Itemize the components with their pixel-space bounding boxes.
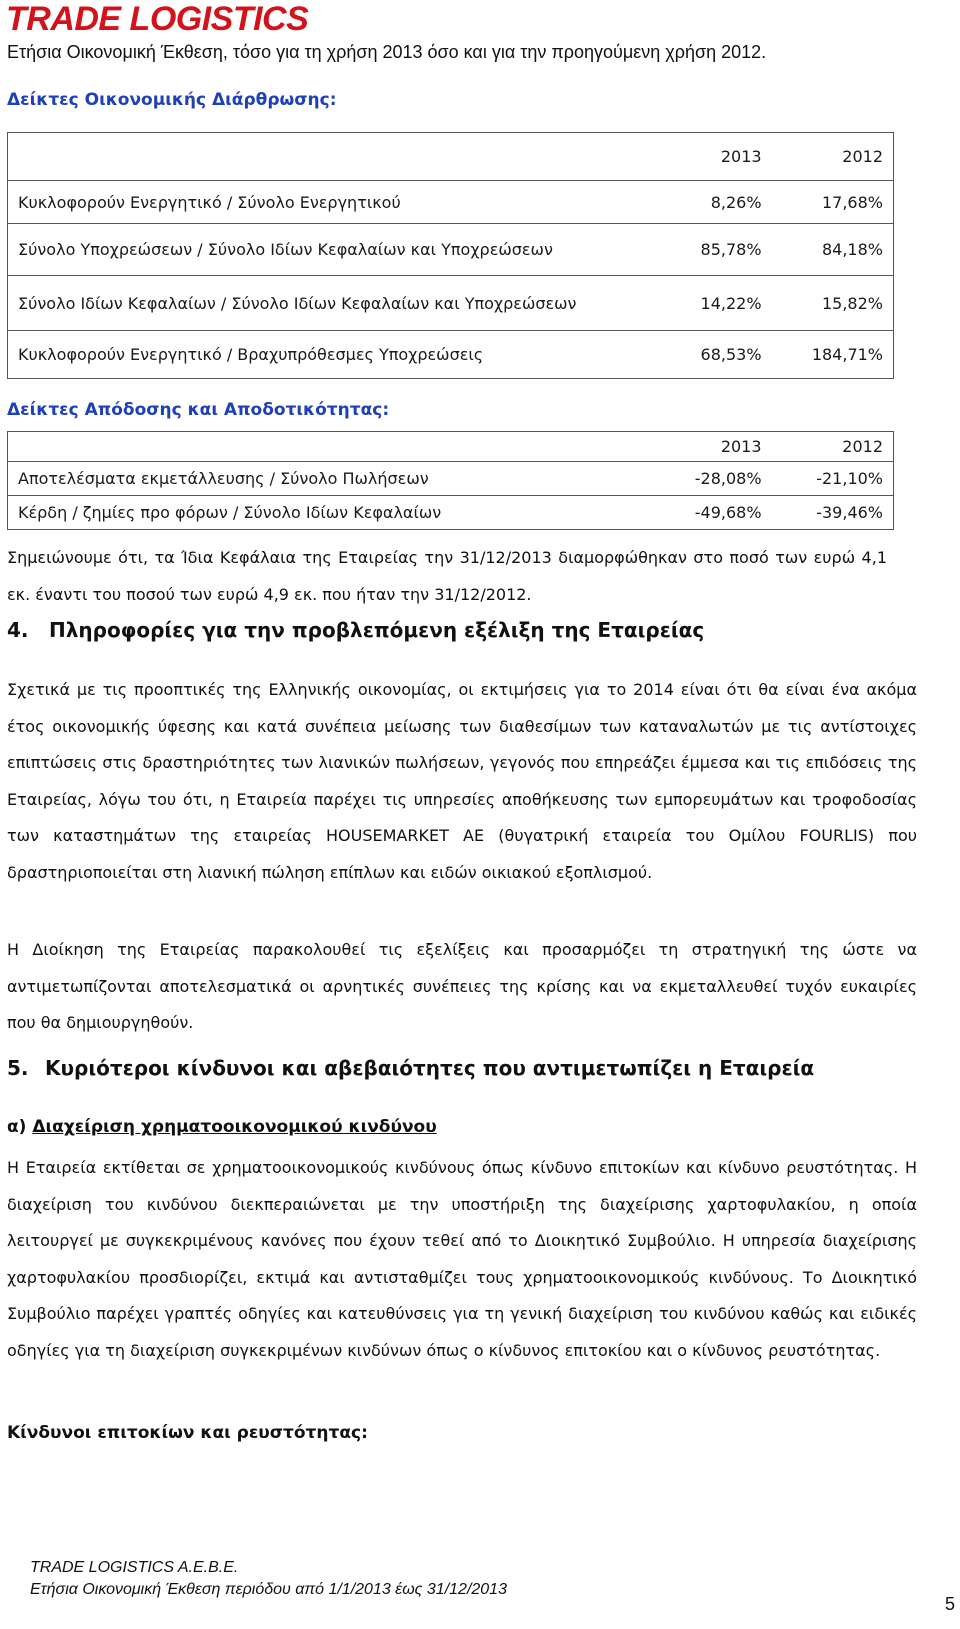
subsection-label: α) [7, 1117, 27, 1137]
value-2013: 8,26% [649, 181, 772, 224]
section-number: 4. [7, 618, 29, 642]
value-2012: 84,18% [772, 224, 894, 276]
table-row [8, 276, 894, 331]
value-2012: 184,71% [772, 331, 894, 379]
table-row [8, 331, 894, 379]
year-col-2012: 2012 [772, 133, 894, 181]
value-2013: -49,68% [649, 496, 772, 530]
section-number: 5. [7, 1056, 29, 1080]
table-row [8, 181, 894, 224]
equity-note: Σημειώνουμε ότι, τα Ίδια Κεφάλαια της Εταιρείας την 31/12/2013 διαμορφώθηκαν στο ποσό των ευρώ 4,1 εκ. έναντι του ποσού των ευρώ 4,9 εκ. που ήταν την 31/12/2012. [7, 548, 887, 604]
value-2012: -21,10% [772, 462, 894, 496]
performance-heading: Δείκτες Απόδοσης και Αποδοτικότητας: [7, 400, 390, 420]
row-label: Κυκλοφορούν Ενεργητικό / Βραχυπρόθεσμες Υποχρεώσεις [8, 331, 649, 379]
value-2013: 14,22% [649, 276, 772, 331]
table-row [8, 462, 894, 496]
row-label: Σύνολο Υποχρεώσεων / Σύνολο Ιδίων Κεφαλαίων και Υποχρεώσεων [8, 224, 649, 276]
row-label: Αποτελέσματα εκμετάλλευσης / Σύνολο Πωλήσεων [8, 462, 649, 496]
value-2013: 68,53% [649, 331, 772, 379]
footer-company: TRADE LOGISTICS A.E.B.E. [30, 1559, 239, 1576]
page-number: 5 [944, 1594, 955, 1614]
structure-heading: Δείκτες Οικονομικής Διάρθρωσης: [7, 90, 337, 110]
subsection-a-heading [7, 1117, 437, 1137]
row-label: Σύνολο Ιδίων Κεφαλαίων / Σύνολο Ιδίων Κεφαλαίων και Υποχρεώσεων [8, 276, 649, 331]
section-title: Κυριότεροι κίνδυνοι και αβεβαιότητες που αντιμετωπίζει η Εταιρεία [45, 1056, 815, 1080]
value-2012: 15,82% [772, 276, 894, 331]
subsection-title: Διαχείριση χρηματοοικονομικού κινδύνου [32, 1117, 437, 1137]
table-header-row [8, 133, 894, 181]
report-subtitle: Ετήσια Οικονομική Έκθεση, τόσο για τη χρήση 2013 όσο και για την προηγούμενη χρήση 2012. [7, 42, 767, 62]
section-title: Πληροφορίες για την προβλεπόμενη εξέλιξη της Εταιρείας [49, 618, 705, 642]
section-4-paragraph-2: Η Διοίκηση της Εταιρείας παρακολουθεί τις εξελίξεις και προσαρμόζει τη στρατηγική της ώστε να αντιμετωπίζονται αποτελεσματικά οι αρνητικές συνέπειες της κρίσης και να εκμεταλλευθεί τυχόν ευκαιρίες που θα δημιουργηθούν. [7, 940, 917, 1032]
value-2012: -39,46% [772, 496, 894, 530]
footer-period: Ετήσια Οικονομική Έκθεση περιόδου από 1/1/2013 έως 31/12/2013 [30, 1581, 507, 1598]
value-2012: 17,68% [772, 181, 894, 224]
section-4-paragraph-1: Σχετικά με τις προοπτικές της Ελληνικής οικονομίας, οι εκτιμήσεις για το 2014 είναι ότι θα είναι ένα ακόμα έτος οικονομικής ύφεσης και κατά συνέπεια μείωσης των διαθεσίμων των καταναλωτών με τις αντίστοιχες επιπτώσεις στις δραστηριότητες των λιανικών πωλήσεων, γεγονός που επηρεάζει έμμεσα και τις επιδόσεις της Εταιρείας, λόγω του ότι, η Εταιρεία παρέχει τις υπηρεσίες αποθήκευσης των εμπορευμάτων και τροφοδοσίας των καταστημάτων της εταιρείας HOUSEMARKET AE (θυγατρική εταιρεία του Ομίλου FOURLIS) που δραστηριοποιείται στη λιανική πώληση επίπλων και ειδών οικιακού εξοπλισμού. [7, 680, 917, 882]
page-footer [30, 1557, 507, 1601]
risks-subheading: Κίνδυνοι επιτοκίων και ρευστότητας: [7, 1423, 368, 1443]
year-col-2012: 2012 [772, 432, 894, 462]
row-label: Κυκλοφορούν Ενεργητικό / Σύνολο Ενεργητικού [8, 181, 649, 224]
structure-table [7, 132, 894, 379]
row-label: Κέρδη / ζημίες προ φόρων / Σύνολο Ιδίων Κεφαλαίων [8, 496, 649, 530]
table-row [8, 224, 894, 276]
value-2013: 85,78% [649, 224, 772, 276]
section-5-heading [7, 1056, 814, 1080]
table-row [8, 496, 894, 530]
section-4-heading [7, 618, 704, 642]
company-logo: TRADE LOGISTICS [6, 0, 309, 38]
section-5-paragraph: Η Εταιρεία εκτίθεται σε χρηματοοικονομικούς κινδύνους όπως κίνδυνο επιτοκίων και κίνδυνο ρευστότητας. Η διαχείριση του κινδύνου διεκπεραιώνεται με την υποστήριξη της διαχείρισης χαρτοφυλακίου, η οποία λειτουργεί με συγκεκριμένους κανόνες που έχουν τεθεί από το Διοικητικό Συμβούλιο. Η υπηρεσία διαχείρισης χαρτοφυλακίου προσδιορίζει, εκτιμά και αντισταθμίζει τους χρηματοοικονομικούς κινδύνους. Το Διοικητικό Συμβούλιο παρέχει γραπτές οδηγίες και κατευθύνσεις για τη γενική διαχείριση του κινδύνου καθώς και ειδικές οδηγίες για τη διαχείριση συγκεκριμένων κινδύνων όπως ο κίνδυνος επιτοκίου και ο κίνδυνος ρευστότητας. [7, 1158, 917, 1360]
year-col-2013: 2013 [649, 133, 772, 181]
year-col-2013: 2013 [649, 432, 772, 462]
value-2013: -28,08% [649, 462, 772, 496]
performance-table [7, 431, 894, 530]
table-header-row [8, 432, 894, 462]
